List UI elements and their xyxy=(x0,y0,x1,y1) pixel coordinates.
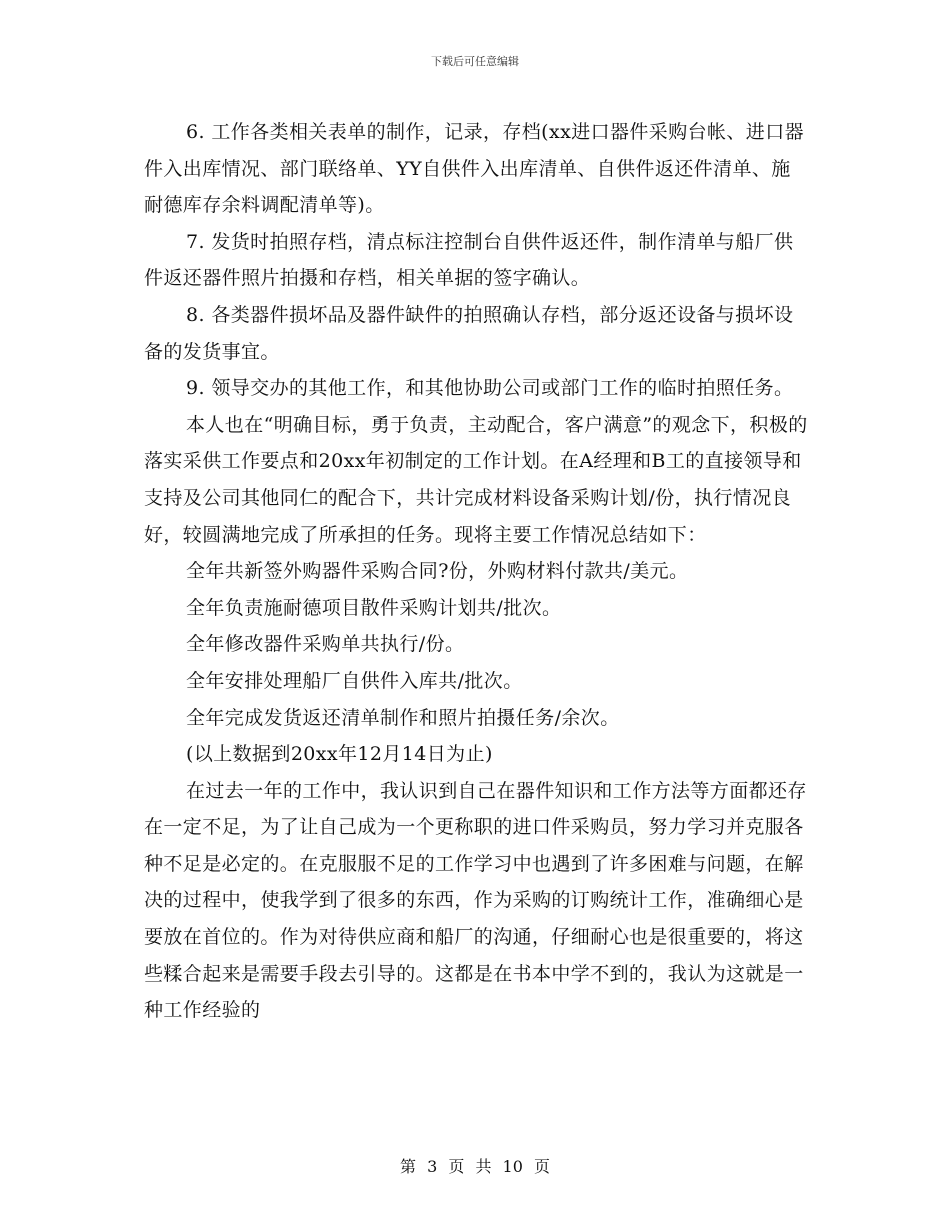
paragraph-item-9: 9. 领导交办的其他工作，和其他协助公司或部门工作的临时拍照任务。 xyxy=(186,377,794,400)
paragraph-reflection: 在过去一年的工作中，我认识到自己在器件知识和工作方法等方面都还存在一定不足，为了让自己成为一个更称职的进口件采购员，努力学习并克服各种不足是必定的。在克服服不足的工作学习中也遇到了许多困难与问题，在解决的过程中，使我学到了很多的东西，作为采购的订购统计工作，准确细心是要放在首位的。作为对待供应商和船厂的沟通，仔细耐心也是很重要的，将这些糅合起来是需要手段去引导的。这都是在书本中学不到的，我认为这就是一种工作经验的 xyxy=(144,779,807,1022)
summary-item: 全年安排处理船厂自供件入库共/批次。 xyxy=(186,669,523,692)
paragraph-item-7: 7. 发货时拍照存档，清点标注控制台自供件返还件，制作清单与船厂供件返还器件照片拍摄和存档，相关单据的签字确认。 xyxy=(144,230,794,290)
summary-note: (以上数据到20xx年12月14日为止) xyxy=(186,743,493,766)
document-body xyxy=(144,114,809,1029)
paragraph-item-6: 6. 工作各类相关表单的制作，记录，存档(xx进口器件采购台帐、进口器件入出库情况、部门联络单、YY自供件入出库清单、自供件返还件清单、施耐德库存余料调配清单等)。 xyxy=(144,121,805,217)
page-number: 第 3 页 共 10 页 xyxy=(400,1157,550,1176)
page-header: 下载后可任意编辑 xyxy=(431,55,519,68)
summary-item: 全年完成发货返还清单制作和照片拍摄任务/余次。 xyxy=(186,706,620,729)
paragraph-item-8: 8. 各类器件损坏品及器件缺件的拍照确认存档，部分返还设备与损坏设备的发货事宜。 xyxy=(144,303,794,363)
summary-item: 全年负责施耐德项目散件采购计划共/批次。 xyxy=(186,596,562,619)
summary-item: 全年共新签外购器件采购合同?份，外购材料付款共/美元。 xyxy=(186,560,689,583)
summary-item: 全年修改器件采购单共执行/份。 xyxy=(186,633,465,656)
paragraph-summary-intro: 本人也在“明确目标，勇于负责，主动配合，客户满意”的观念下，积极的落实采供工作要点和20xx年初制定的工作计划。在A经理和B工的直接领导和支持及公司其他同仁的配合下，共计完成材料设备采购计划/份，执行情况良好，较圆满地完成了所承担的任务。现将主要工作情况总结如下： xyxy=(144,413,808,546)
